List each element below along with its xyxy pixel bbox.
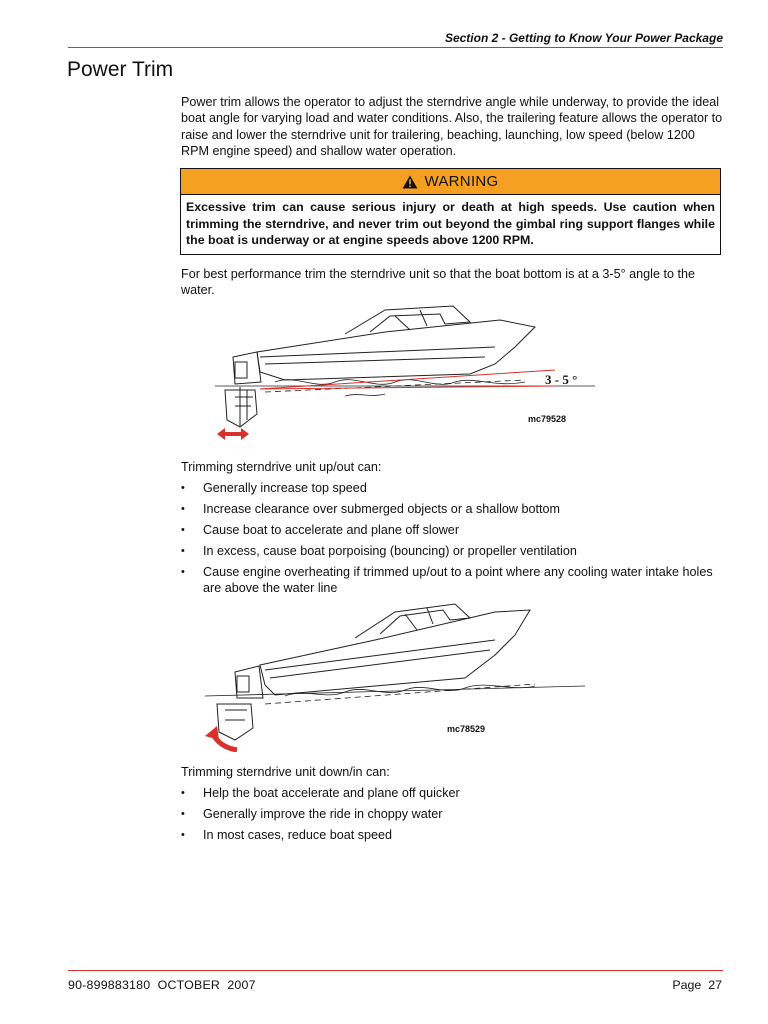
- figure-trim-angle: [195, 302, 595, 448]
- trim-angle-label: 3 - 5 °: [545, 372, 578, 387]
- warning-label: WARNING: [424, 173, 499, 190]
- trim-up-heading: Trimming sterndrive unit up/out can:: [181, 460, 382, 474]
- best-performance-paragraph: For best performance trim the sterndrive unit so that the boat bottom is at a 3-5° angle to the water.: [181, 267, 695, 298]
- page-number: Page 27: [672, 978, 722, 992]
- warning-header: [181, 169, 720, 195]
- warning-text: Excessive trim can cause serious injury or death at high speeds. Use caution when trimming the sterndrive, and never trim out beyond the gimbal ring support flanges while the boat is underway or at engine speeds above 1200 RPM.: [186, 200, 715, 247]
- trim-down-list: [181, 785, 726, 848]
- list-item: • Increase clearance over submerged objects or a shallow bottom: [181, 502, 561, 516]
- list-item: • In most cases, reduce boat speed: [181, 828, 393, 842]
- list-item: • Cause engine overheating if trimmed up/out to a point where any cooling water intake holes are above the water line: [181, 565, 713, 596]
- document-number: 90-899883180 OCTOBER 2007: [68, 978, 256, 992]
- section-header: Section 2 - Getting to Know Your Power Package: [444, 31, 723, 45]
- list-item: • Cause boat to accelerate and plane off slower: [181, 523, 460, 537]
- figure-code: mc78529: [447, 724, 486, 734]
- figure-trim-down: [195, 600, 595, 752]
- boat-trim-angle-illustration: [195, 302, 595, 448]
- list-item: • Generally increase top speed: [181, 481, 367, 495]
- trim-up-list: [181, 480, 726, 601]
- list-item: • In excess, cause boat porpoising (bouncing) or propeller ventilation: [181, 544, 577, 558]
- warning-box: [180, 168, 721, 255]
- figure-code: mc79528: [528, 414, 567, 424]
- page-title: Power Trim: [67, 58, 174, 81]
- header-rule: [68, 47, 723, 48]
- list-item: • Help the boat accelerate and plane off quicker: [181, 786, 460, 800]
- boat-trim-down-illustration: [195, 600, 595, 752]
- list-item: • Generally improve the ride in choppy water: [181, 807, 443, 821]
- warning-triangle-icon: [402, 175, 418, 189]
- trim-down-heading: Trimming sterndrive unit down/in can:: [181, 765, 390, 779]
- footer-rule: [68, 970, 723, 971]
- intro-paragraph: Power trim allows the operator to adjust the sterndrive angle while underway, to provide the ideal boat angle for varying load and water conditions. Also, the trailering feature allows the operator to raise and lower the sterndrive unit for trailering, beaching, launching, low speed (below 1200 RPM engine speed) and shallow water operation.: [181, 95, 723, 159]
